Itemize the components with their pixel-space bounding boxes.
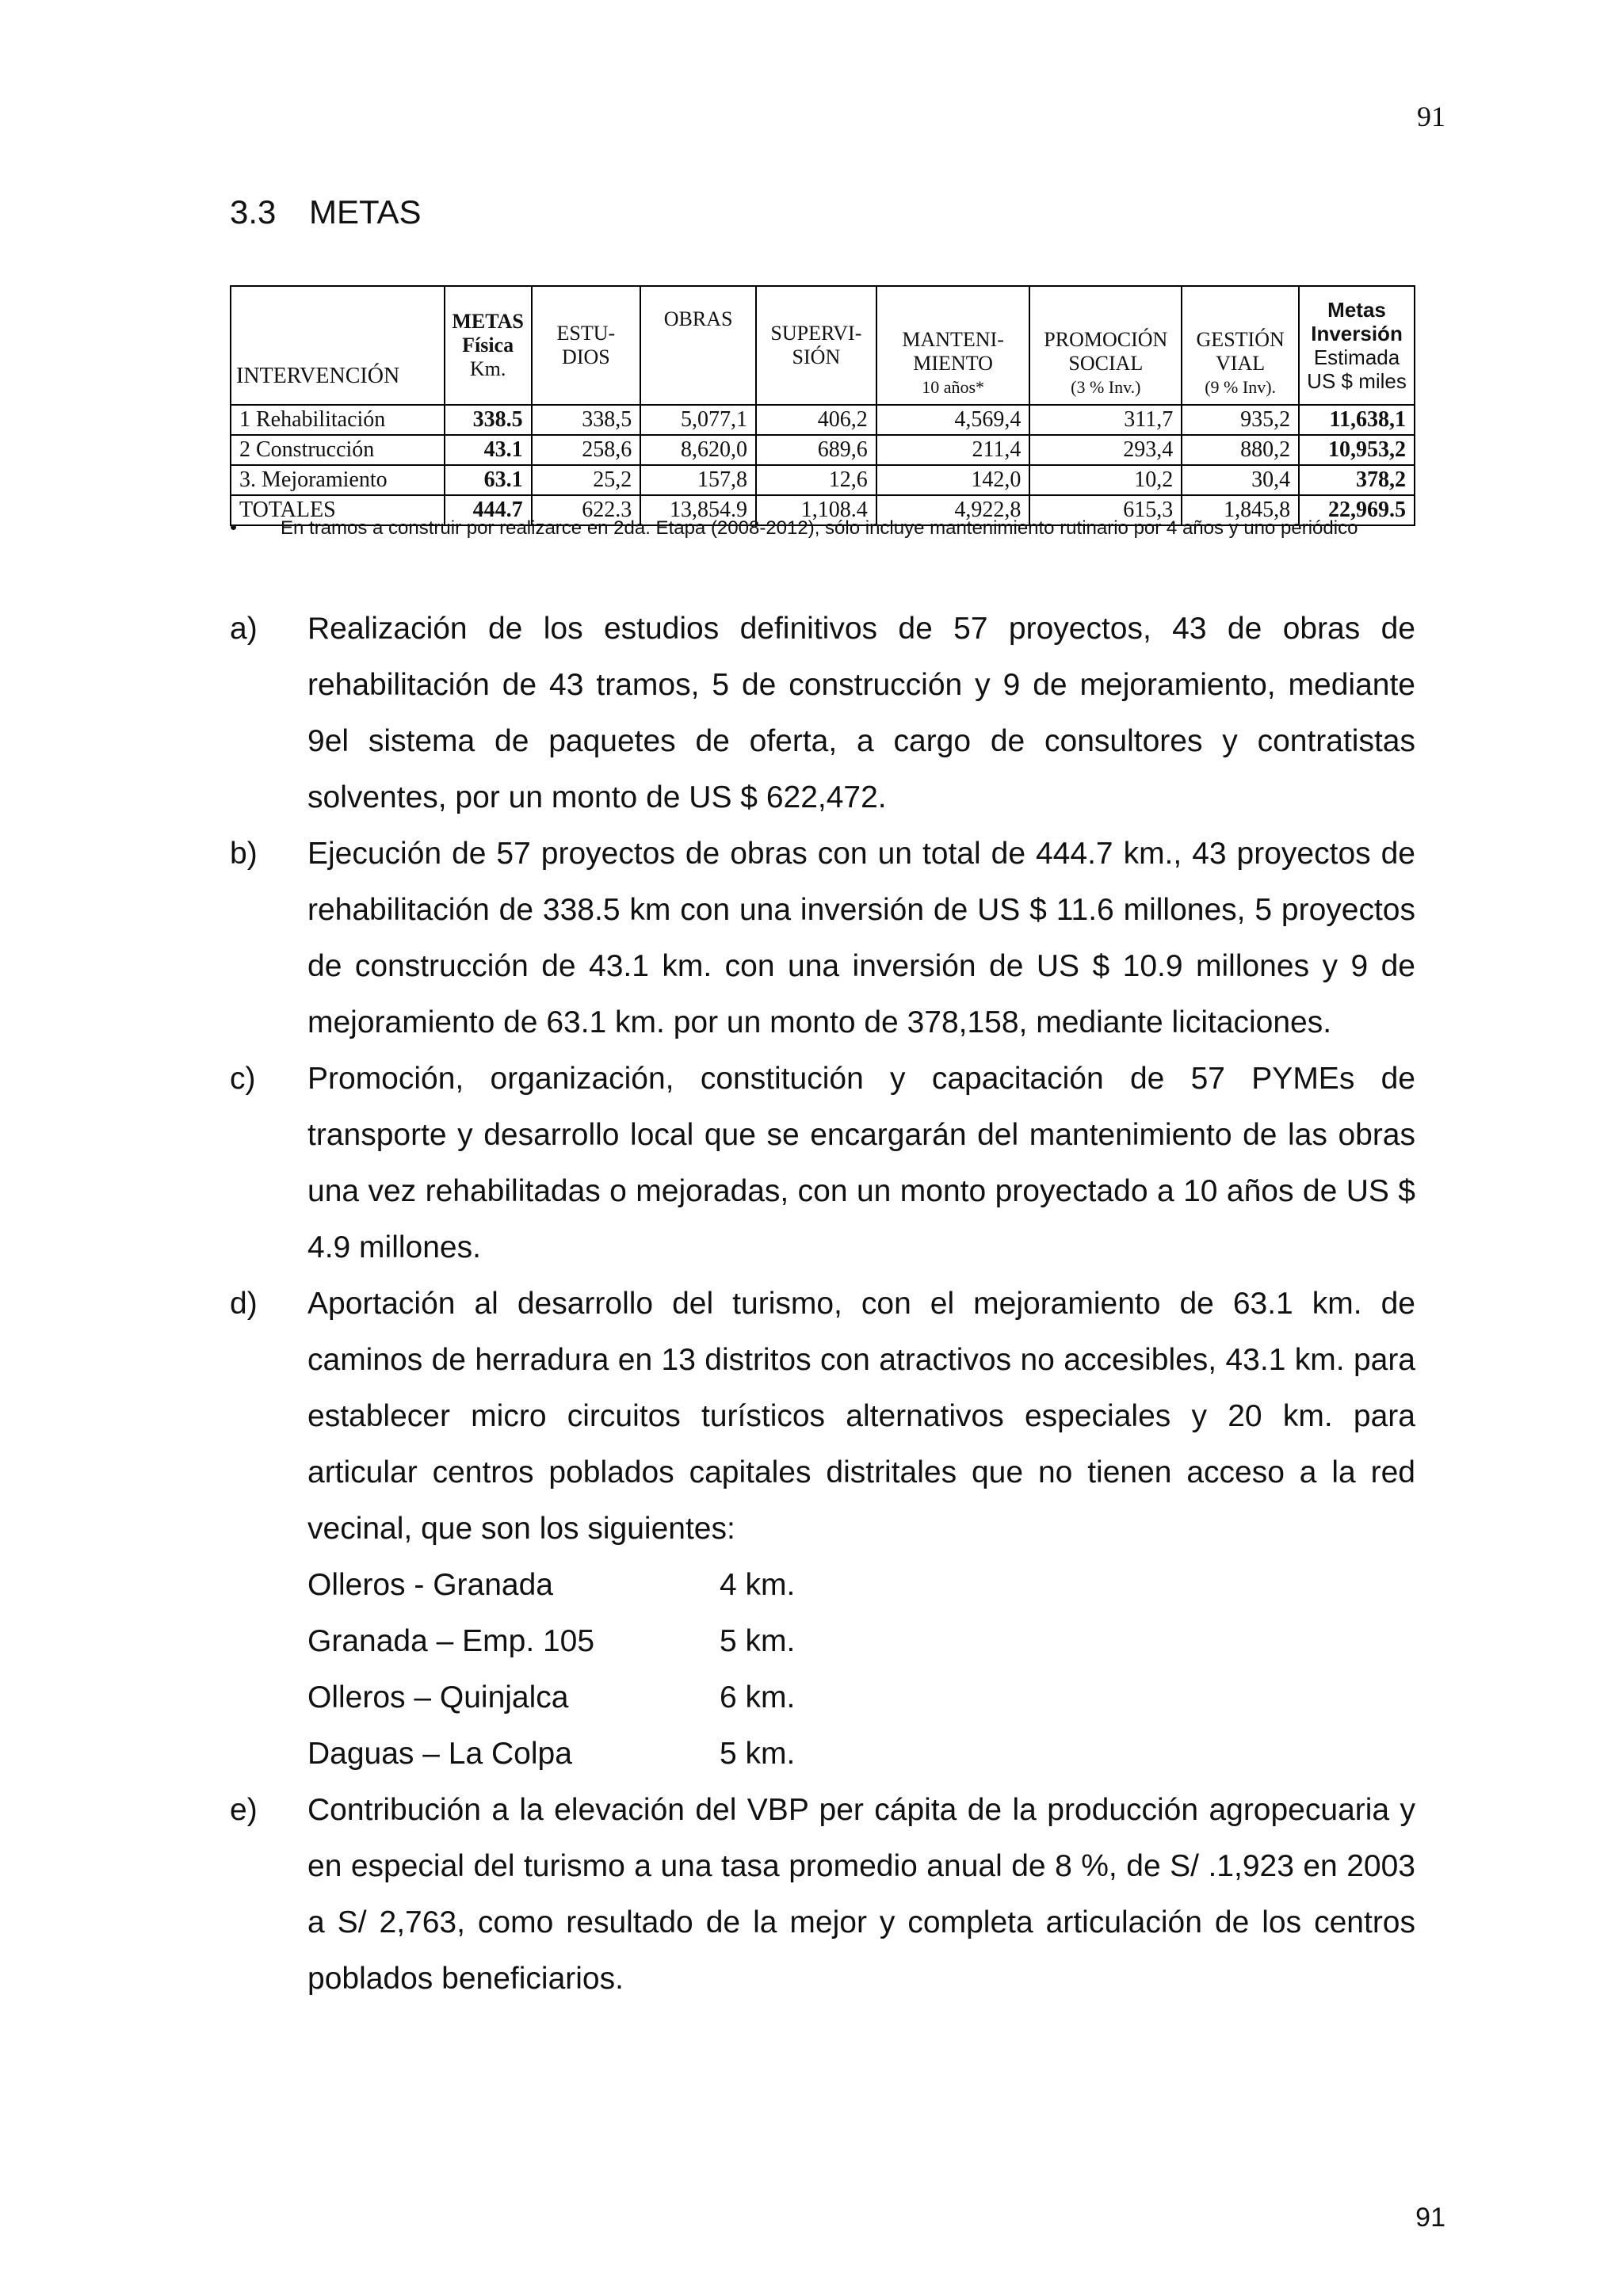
place-row bbox=[307, 1669, 1415, 1726]
row-gestion: 880,2 bbox=[1182, 435, 1299, 465]
goals-list bbox=[230, 601, 1415, 2007]
row-obras: 157,8 bbox=[640, 465, 756, 495]
row-inversion: 378,2 bbox=[1299, 465, 1415, 495]
place-row bbox=[307, 1726, 1415, 1782]
row-promocion: 293,4 bbox=[1029, 435, 1182, 465]
row-mantenimiento: 4,569,4 bbox=[876, 405, 1030, 435]
table-row bbox=[231, 435, 1415, 465]
row-estudios: 338,5 bbox=[532, 405, 641, 435]
row-mantenimiento: 211,4 bbox=[876, 435, 1030, 465]
header-promocion-social: PROMOCIÓN SOCIAL (3 % Inv.) bbox=[1029, 286, 1182, 405]
totals-promocion: 615,3 bbox=[1029, 495, 1182, 525]
totals-estudios: 622.3 bbox=[532, 495, 641, 525]
row-supervision: 689,6 bbox=[756, 435, 876, 465]
list-item bbox=[230, 1276, 1415, 1782]
row-mantenimiento: 142,0 bbox=[876, 465, 1030, 495]
place-distance: 4 km. bbox=[720, 1568, 796, 1602]
place-distance: 5 km. bbox=[720, 1737, 796, 1771]
row-km: 63.1 bbox=[445, 465, 532, 495]
row-promocion: 10,2 bbox=[1029, 465, 1182, 495]
row-km: 338.5 bbox=[445, 405, 532, 435]
row-obras: 5,077,1 bbox=[640, 405, 756, 435]
place-name: Granada – Emp. 105 bbox=[307, 1624, 595, 1658]
row-promocion: 311,7 bbox=[1029, 405, 1182, 435]
place-row bbox=[307, 1557, 1415, 1613]
row-inversion: 11,638,1 bbox=[1299, 405, 1415, 435]
row-inversion: 10,953,2 bbox=[1299, 435, 1415, 465]
row-estudios: 25,2 bbox=[532, 465, 641, 495]
item-text: Aportación al desarrollo del turismo, con el mejoramiento de 63.1 km. de caminos de herradura en 13 distritos con atractivos no accesibles, 43.1 km. para establecer micro circuitos turísticos alternativos especiales y 20 km. para articular centros poblados capitales distritales que no tienen acceso a la red vecinal, que son los siguientes: bbox=[307, 1287, 1415, 1546]
table-row bbox=[231, 465, 1415, 495]
row-obras: 8,620,0 bbox=[640, 435, 756, 465]
row-label: 2 Construcción bbox=[231, 435, 445, 465]
section-number: 3.3 bbox=[230, 193, 277, 231]
place-name: Daguas – La Colpa bbox=[307, 1737, 572, 1771]
list-item bbox=[230, 1782, 1415, 2007]
header-intervencion: INTERVENCIÓN bbox=[231, 286, 445, 405]
row-gestion: 935,2 bbox=[1182, 405, 1299, 435]
bullet-icon: • bbox=[230, 515, 238, 539]
header-inversion: Metas Inversión Estimada US $ miles bbox=[1299, 286, 1415, 405]
item-text: Contribución a la elevación del VBP per cápita de la producción agropecuaria y en especial del turismo a una tasa promedio anual de 8 %, de S/ .1,923 en 2003 a S/ 2,763, como resultado de la mejor y completa articulación de los centros poblados beneficiarios. bbox=[307, 1793, 1415, 1996]
totals-km: 444.7 bbox=[445, 495, 532, 525]
list-item bbox=[230, 1051, 1415, 1276]
row-label: 3. Mejoramiento bbox=[231, 465, 445, 495]
page-number-bottom: 91 bbox=[1415, 2203, 1445, 2233]
row-gestion: 30,4 bbox=[1182, 465, 1299, 495]
list-item bbox=[230, 601, 1415, 826]
item-text: Ejecución de 57 proyectos de obras con un total de 444.7 km., 43 proyectos de rehabilitación de 338.5 km con una inversión de US $ 11.6 millones, 5 proyectos de construcción de 43.1 km. con una inversión de US $ 10.9 millones y 9 de mejoramiento de 63.1 km. por un monto de 378,158, mediante licitaciones. bbox=[307, 837, 1415, 1039]
item-letter: d) bbox=[230, 1287, 258, 1321]
place-distance: 6 km. bbox=[720, 1680, 796, 1714]
footnote-text: En tramos a construir por realizarce en 2da. Etapa (2008-2012), sólo incluye mantenimiento rutinario por 4 años y uno periódico bbox=[281, 517, 1358, 539]
totals-label: TOTALES bbox=[231, 495, 445, 525]
row-label: 1 Rehabilitación bbox=[231, 405, 445, 435]
totals-inversion: 22,969.5 bbox=[1299, 495, 1415, 525]
item-letter: c) bbox=[230, 1062, 256, 1096]
place-row bbox=[307, 1613, 1415, 1669]
row-supervision: 12,6 bbox=[756, 465, 876, 495]
item-letter: e) bbox=[230, 1793, 258, 1827]
item-letter: a) bbox=[230, 612, 258, 646]
place-name: Olleros - Granada bbox=[307, 1568, 553, 1602]
table-row bbox=[231, 405, 1415, 435]
table-header-row bbox=[231, 286, 1415, 405]
places-list bbox=[307, 1557, 1415, 1782]
header-supervision: SUPERVI- SIÓN bbox=[756, 286, 876, 405]
list-item bbox=[230, 826, 1415, 1051]
totals-mantenimiento: 4,922,8 bbox=[876, 495, 1030, 525]
metas-table bbox=[230, 285, 1415, 526]
row-supervision: 406,2 bbox=[756, 405, 876, 435]
item-text: Realización de los estudios definitivos de 57 proyectos, 43 de obras de rehabilitación de 43 tramos, 5 de construcción y 9 de mejoramiento, mediante 9el sistema de paquetes de oferta, a cargo de consultores y contratistas solventes, por un monto de US $ 622,472. bbox=[307, 612, 1415, 814]
section-heading bbox=[230, 193, 422, 231]
totals-gestion: 1,845,8 bbox=[1182, 495, 1299, 525]
header-obras: OBRAS bbox=[640, 286, 756, 405]
item-letter: b) bbox=[230, 837, 258, 871]
header-metas-fisica: METAS Física Km. bbox=[445, 286, 532, 405]
row-estudios: 258,6 bbox=[532, 435, 641, 465]
page-number-top: 91 bbox=[1417, 101, 1445, 132]
totals-obras: 13,854.9 bbox=[640, 495, 756, 525]
place-name: Olleros – Quinjalca bbox=[307, 1680, 569, 1714]
place-distance: 5 km. bbox=[720, 1624, 796, 1658]
totals-supervision: 1,108.4 bbox=[756, 495, 876, 525]
row-km: 43.1 bbox=[445, 435, 532, 465]
header-mantenimiento: MANTENI- MIENTO 10 años* bbox=[876, 286, 1030, 405]
table-footnote bbox=[230, 517, 1419, 540]
item-text: Promoción, organización, constitución y capacitación de 57 PYMEs de transporte y desarrollo local que se encargarán del mantenimiento de las obras una vez rehabilitadas o mejoradas, con un monto proyectado a 10 años de US $ 4.9 millones. bbox=[307, 1062, 1415, 1264]
header-estudios: ESTU- DIOS bbox=[532, 286, 641, 405]
header-gestion-vial: GESTIÓN VIAL (9 % Inv). bbox=[1182, 286, 1299, 405]
section-title: METAS bbox=[309, 193, 422, 231]
